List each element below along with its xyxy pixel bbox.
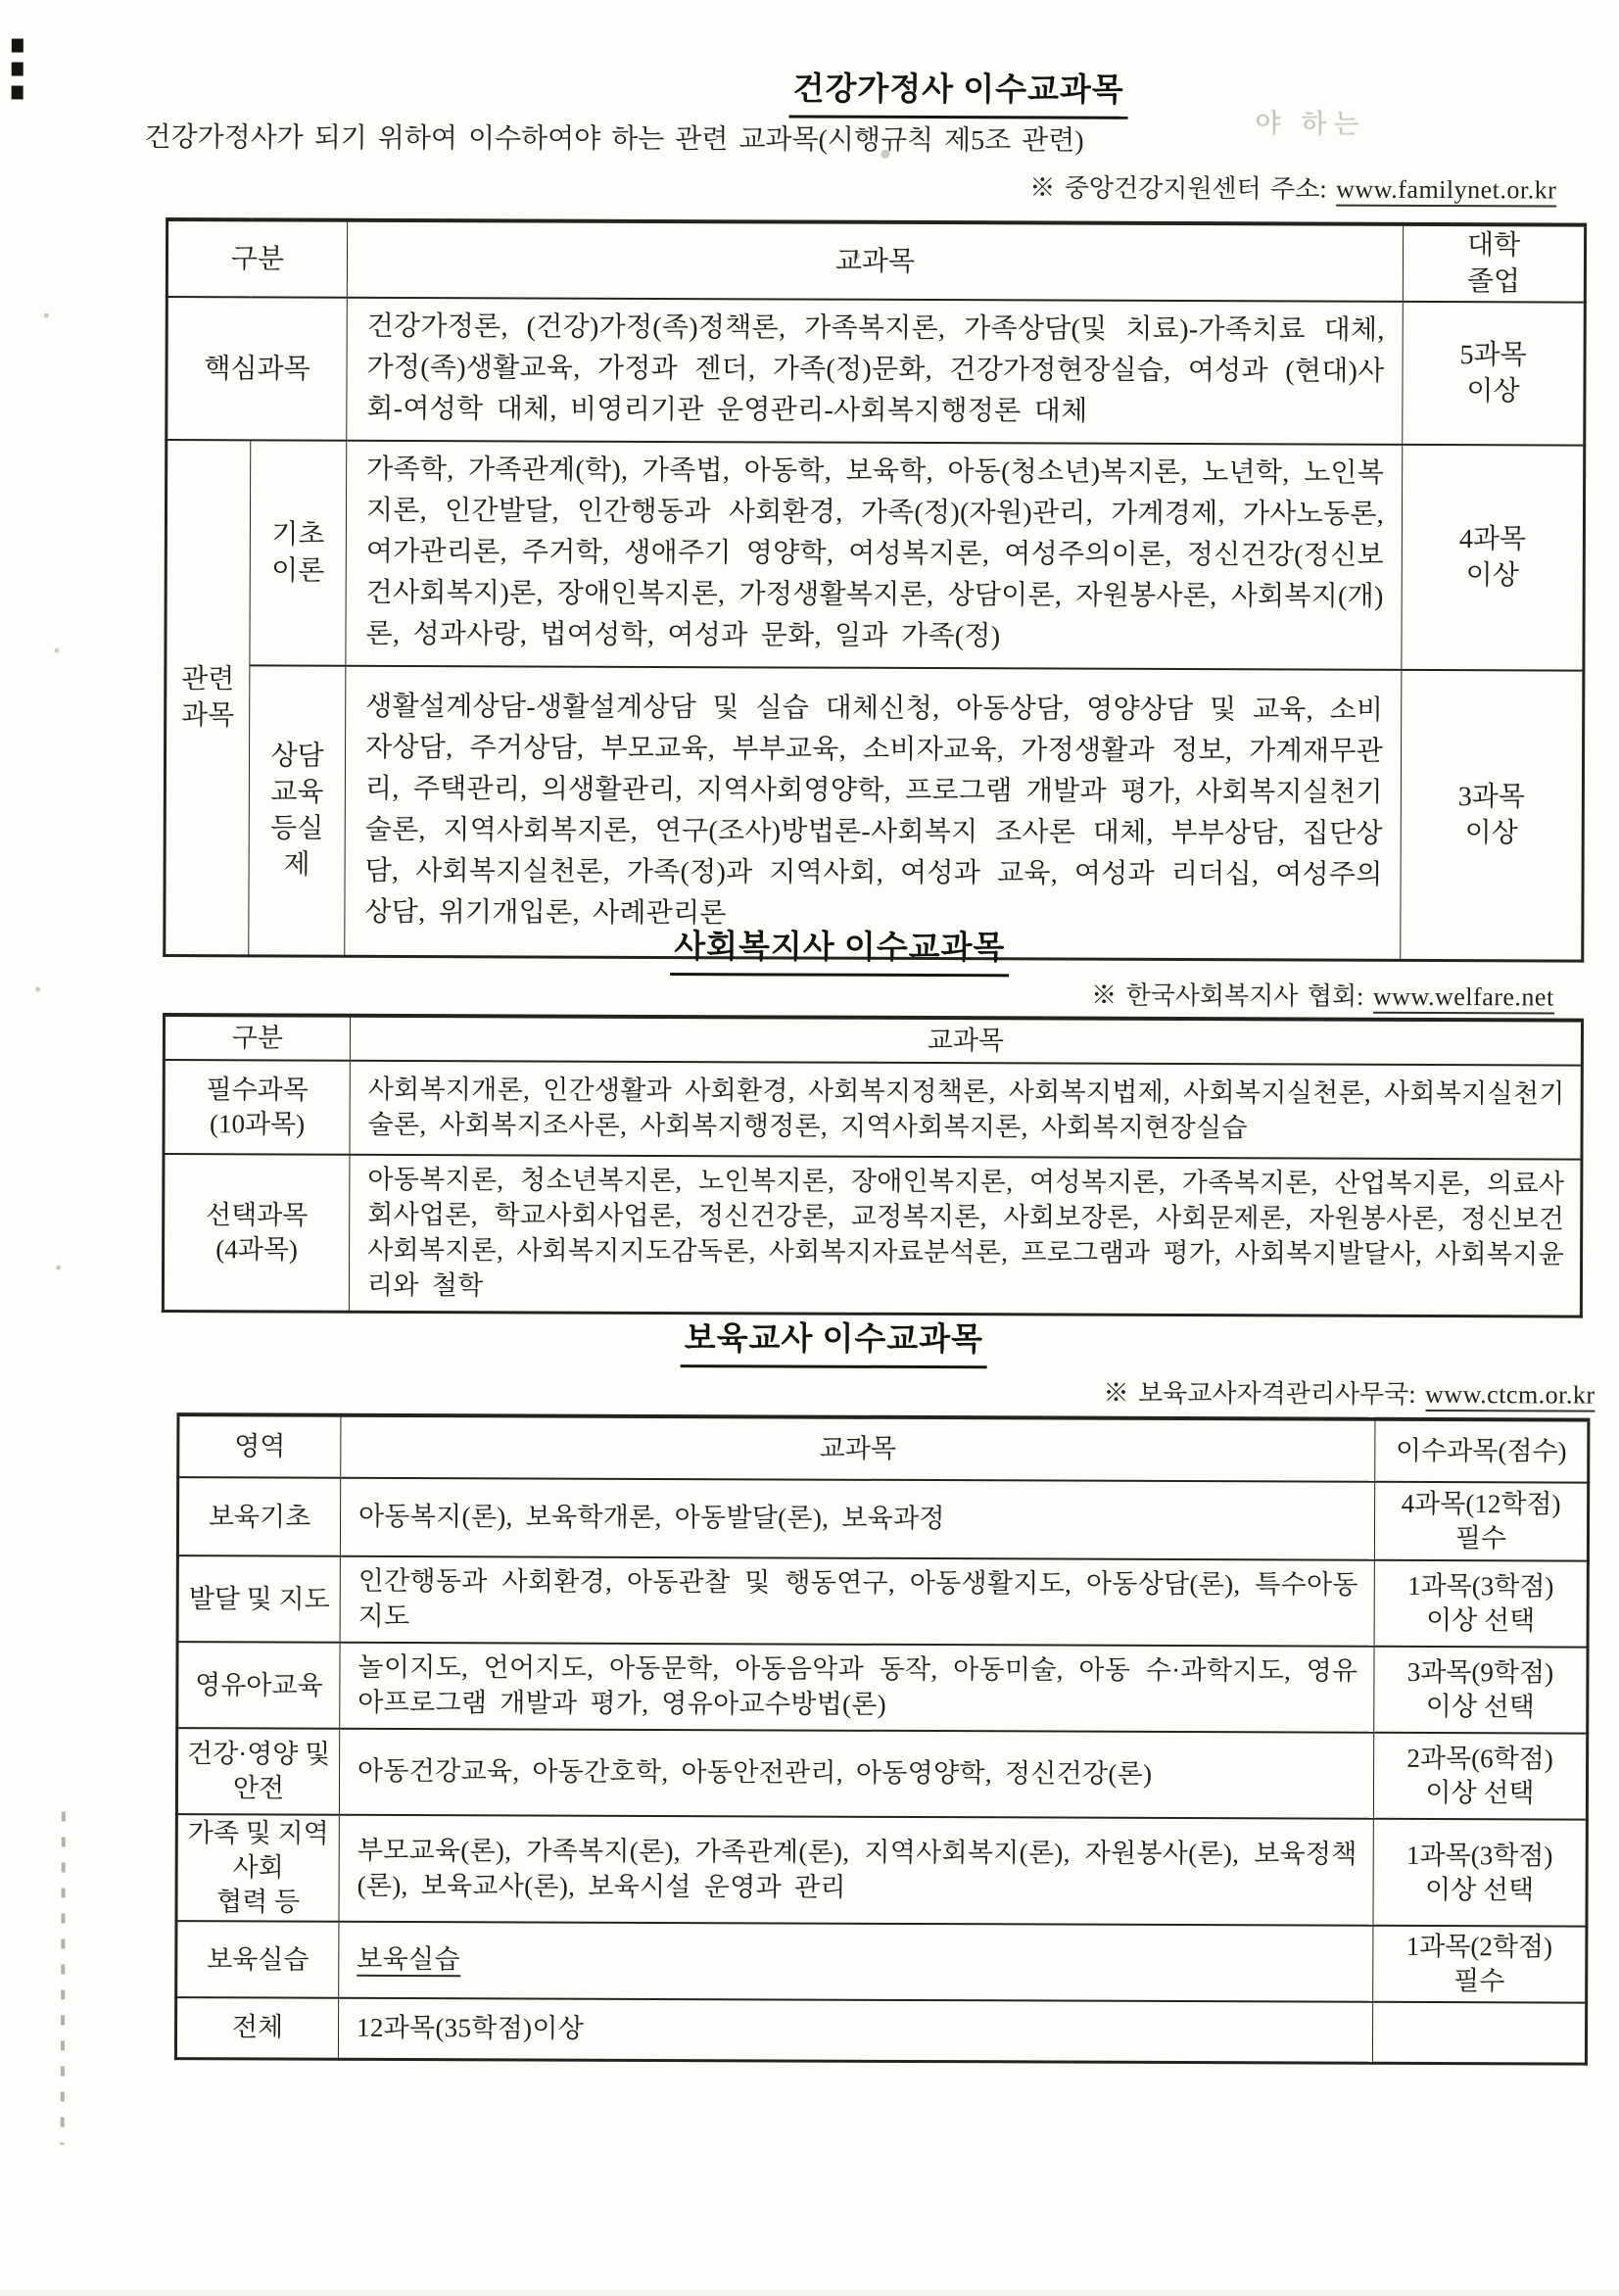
table-social-worker-courses — [162, 1013, 1584, 1318]
cell-area-label: 가족 및 지역사회 협력 등 — [176, 1814, 339, 1922]
cell-elective-courses: 아동복지론, 청소년복지론, 노인복지론, 장애인복지론, 여성복지론, 가족복지론, 산업복지론, 의료사회사업론, 학교사회사업론, 정신건강론, 교정복지론, 사회보장론, 사회문제론, 자원봉사론, 정신보건사회복지론, 사회복지지도감독론, 사회복지자료분석론, 프로그램과 평가, 사회복지발달사, 사회복지윤리와 철학 — [349, 1155, 1582, 1316]
cell-core-requirement: 5과목 이상 — [1403, 302, 1586, 446]
cell-required-label: 필수과목 (10과목) — [164, 1060, 350, 1155]
cell-area-requirement: 1과목(3학점) 이상 선택 — [1374, 1560, 1588, 1648]
header-cell-subjects: 교과목 — [341, 1415, 1375, 1482]
table-healthy-family-courses — [163, 217, 1587, 962]
table-row-family-community — [176, 1814, 1587, 1927]
section3-note-label: ※ 보육교사자격관리사무국: — [1103, 1378, 1416, 1409]
cell-counseling-courses: 생활설계상담-생활설계상담 및 실습 대체신청, 아동상담, 영양상담 및 교육, 소비자상담, 주거상담, 부모교육, 부부교육, 소비자교육, 가정생활과 정보, 가계재무관리, 주택관리, 의생활관리, 지역사회영양학, 프로그램 개발과 평가, 사회복지실천기술론, 지역사회복지론, 연구(조사)방법론-사회복지 조사론 대체, 부부상담, 집단상담, 사회복지실천론, 가족(정)과 지역사회, 여성과 교육, 여성과 리더십, 여성주의 상담, 위기개입론, 사례관리론 — [345, 666, 1402, 960]
cell-area-courses: 12과목(35학점)이상 — [338, 1998, 1372, 2063]
table-row-total — [175, 1997, 1586, 2064]
table-row — [178, 1414, 1589, 1483]
cell-elective-label: 선택과목 (4과목) — [163, 1154, 350, 1312]
cell-counseling-requirement: 3과목 이상 — [1401, 670, 1584, 961]
section1-intro: 건강가정사가 되기 위하여 이수하여야 하는 관련 교과목(시행규칙 제5조 관련) — [144, 121, 1084, 157]
section3-note-url: www.ctcm.or.kr — [1425, 1380, 1595, 1412]
table-childcare-teacher-courses — [174, 1412, 1591, 2065]
cell-area-courses: 아동건강교육, 아동간호학, 아동안전관리, 아동영양학, 정신건강(론) — [339, 1729, 1373, 1819]
cell-area-label: 전체 — [175, 1997, 338, 2059]
scan-artifact-speck — [54, 648, 59, 653]
cell-area-requirement: 3과목(9학점) 이상 선택 — [1374, 1647, 1588, 1734]
cell-related-label: 관련 과목 — [165, 440, 251, 955]
section1-note — [1029, 167, 1556, 206]
header-cell-subjects: 교과목 — [350, 1016, 1582, 1066]
table-row-childcare-basics — [177, 1477, 1588, 1561]
cell-area-requirement: 1과목(2학점) 필수 — [1373, 1926, 1587, 2003]
table-row-counseling-practice — [165, 665, 1584, 961]
cell-area-label: 보육기초 — [177, 1477, 340, 1556]
header-cell-required-count: 이수과목(점수) — [1375, 1419, 1589, 1483]
cell-basic-theory-requirement: 4과목 이상 — [1402, 445, 1585, 671]
cell-area-courses: 아동복지(론), 보육학개론, 아동발달(론), 보육과정 — [340, 1478, 1374, 1560]
section3-note — [1103, 1373, 1595, 1411]
table-row-early-childhood-education — [177, 1642, 1588, 1734]
scan-artifact-dotted-line — [61, 1812, 66, 2145]
cell-area-label: 영유아교육 — [177, 1642, 340, 1729]
section2-note-url: www.welfare.net — [1373, 982, 1554, 1015]
table-row-childcare-practicum — [176, 1921, 1587, 2003]
table-row — [164, 1015, 1582, 1066]
cell-area-label: 보육실습 — [176, 1921, 339, 1998]
header-cell-category: 구분 — [164, 1015, 350, 1061]
section1-note-label: ※ 중앙건강지원센터 주소: — [1029, 173, 1327, 204]
section3-title: 보육교사 이수교과목 — [681, 1313, 987, 1368]
cell-area-label: 발달 및 지도 — [177, 1555, 340, 1643]
cell-counseling-label: 상담 교육 등실 제 — [249, 665, 346, 955]
table-row-required-subjects — [164, 1060, 1582, 1160]
cell-area-courses: 인간행동과 사회환경, 아동관찰 및 행동연구, 아동생활지도, 아동상담(론), 특수아동지도 — [340, 1556, 1374, 1647]
cell-required-courses: 사회복지개론, 인간생활과 사회환경, 사회복지정책론, 사회복지법제, 사회복지실천론, 사회복지실천기술론, 사회복지조사론, 사회복지행정론, 지역사회복지론, 사회복지현장실습 — [350, 1061, 1582, 1160]
scan-artifact-speck — [35, 987, 40, 992]
cell-area-requirement — [1372, 2002, 1586, 2064]
cell-basic-theory-courses: 가족학, 가족관계(학), 가족법, 아동학, 보육학, 아동(청소년)복지론, 노년학, 노인복지론, 인간발달, 인간행동과 사회환경, 가족(정)(자원)관리, 가계경제, 가사노동론, 여가관리론, 주거학, 생애주기 영양학, 여성복지론, 여성주의이론, 정신건강(정신보건사회복지)론, 장애인복지론, 가정생활복지론, 상담이론, 자원봉사론, 사회복지(개)론, 성과사랑, 법여성학, 여성과 문화, 일과 가족(정) — [346, 441, 1403, 670]
cell-area-courses: 부모교육(론), 가족복지(론), 가족관계(론), 지역사회복지(론), 자원봉사(론), 보육정책(론), 보육교사(론), 보육시설 운영과 관리 — [339, 1815, 1373, 1926]
header-cell-college-grad: 대학 졸업 — [1403, 224, 1585, 303]
section1-note-url: www.familynet.or.kr — [1336, 175, 1556, 208]
cell-area-requirement: 4과목(12학점) 필수 — [1374, 1482, 1588, 1561]
header-cell-category: 구분 — [167, 219, 347, 298]
scan-artifact-speck — [44, 313, 49, 318]
header-cell-subjects: 교과목 — [347, 220, 1403, 302]
table-row-elective-subjects — [163, 1154, 1582, 1316]
scan-artifact-binding-marks — [12, 38, 24, 99]
section1-title: 건강가정사 이수교과목 — [789, 63, 1128, 119]
table-row-health-nutrition-safety — [176, 1728, 1587, 1820]
cell-area-courses — [339, 1922, 1373, 2002]
cell-basic-theory-label: 기초 이론 — [250, 440, 347, 665]
cell-area-courses: 놀이지도, 언어지도, 아동문학, 아동음악과 동작, 아동미술, 아동 수·과학지도, 영유아프로그램 개발과 평가, 영유아교수방법(론) — [340, 1643, 1374, 1733]
section2-note-label: ※ 한국사회복지사 협회: — [1091, 981, 1364, 1011]
cell-area-requirement: 1과목(3학점) 이상 선택 — [1373, 1819, 1587, 1927]
cell-core-courses: 건강가정론, (건강)가정(족)정책론, 가족복지론, 가족상담(및 치료)-가족치료 대체, 가정(족)생활교육, 가정과 젠더, 가족(정)문화, 건강가정현장실습, 여성과 (현대)사회-여성학 대체, 비영리기관 운영관리-사회복지행정론 대체 — [347, 298, 1404, 445]
scan-artifact-speck — [56, 1266, 61, 1270]
scan-ghost-text: 야 하는 — [1255, 109, 1366, 139]
table-row-development-guidance — [177, 1555, 1588, 1648]
cell-area-requirement: 2과목(6학점) 이상 선택 — [1373, 1733, 1587, 1820]
header-cell-area: 영역 — [178, 1414, 341, 1478]
table-row — [167, 219, 1585, 303]
childcare-practicum-underlined: 보육실습 — [357, 1944, 460, 1977]
section2-note — [1091, 976, 1554, 1014]
cell-core-label: 핵심과목 — [167, 297, 348, 441]
section2-title: 사회복지사 이수교과목 — [670, 921, 1009, 977]
cell-area-label: 건강·영양 및 안전 — [176, 1728, 339, 1815]
table-row-basic-theory — [166, 440, 1585, 671]
table-row-core-subjects — [167, 297, 1586, 446]
